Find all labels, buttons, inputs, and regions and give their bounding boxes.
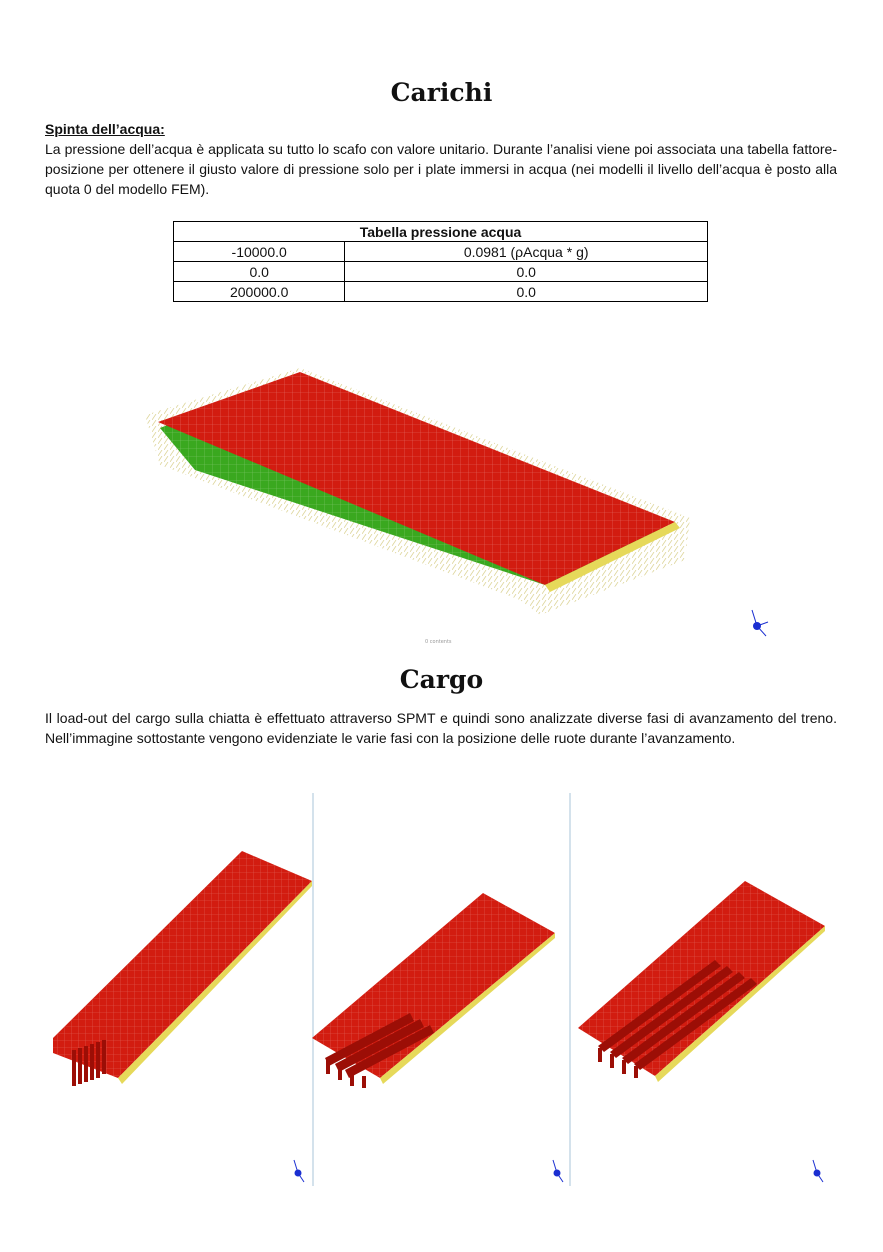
barge-pressure-figure — [140, 360, 780, 650]
axis-triad-icon — [752, 610, 768, 636]
table-cell: 200000.0 — [174, 282, 345, 302]
table-row — [174, 282, 708, 302]
table-row — [174, 242, 708, 262]
water-pressure-table — [173, 221, 708, 302]
table-cell: 0.0 — [174, 262, 345, 282]
phase-1-panel — [53, 851, 312, 1182]
table-caption: Tabella pressione acqua — [174, 222, 708, 242]
title-cargo: Cargo — [399, 665, 484, 694]
paragraph-cargo: Il load-out del cargo sulla chiatta è effettuato attraverso SPMT e quindi sono analizzate diverse fasi di avanzamento del treno. Nell’immagine sottostante vengono evidenziate le varie fasi con la posizione delle ruote durante l’avanzamento. — [45, 710, 837, 746]
table-cell: 0.0981 (ρAcqua * g) — [345, 242, 708, 262]
axis-triad-icon — [553, 1160, 563, 1182]
table-cell: 0.0 — [345, 282, 708, 302]
phase-3-panel — [578, 881, 825, 1182]
loadout-phases-figure — [50, 788, 840, 1188]
axis-triad-icon — [813, 1160, 823, 1182]
table-cell: 0.0 — [345, 262, 708, 282]
table-cell: -10000.0 — [174, 242, 345, 262]
paragraph-spinta: La pressione dell’acqua è applicata su tutto lo scafo con valore unitario. Durante l’analisi viene poi associata una tabella fattore-posizione per ottenere il giusto valore di pressione solo per i plate immersi in acqua (nei modelli il livello dell’acqua è posto alla quota 0 del modello FEM). — [45, 141, 837, 197]
subheading-spinta: Spinta dell’acqua: — [45, 121, 165, 137]
table-row — [174, 262, 708, 282]
title-carichi: Carichi — [390, 78, 493, 107]
axis-triad-icon — [294, 1160, 304, 1182]
figure-label: 0 contents — [425, 639, 452, 645]
phase-2-panel — [312, 893, 563, 1182]
